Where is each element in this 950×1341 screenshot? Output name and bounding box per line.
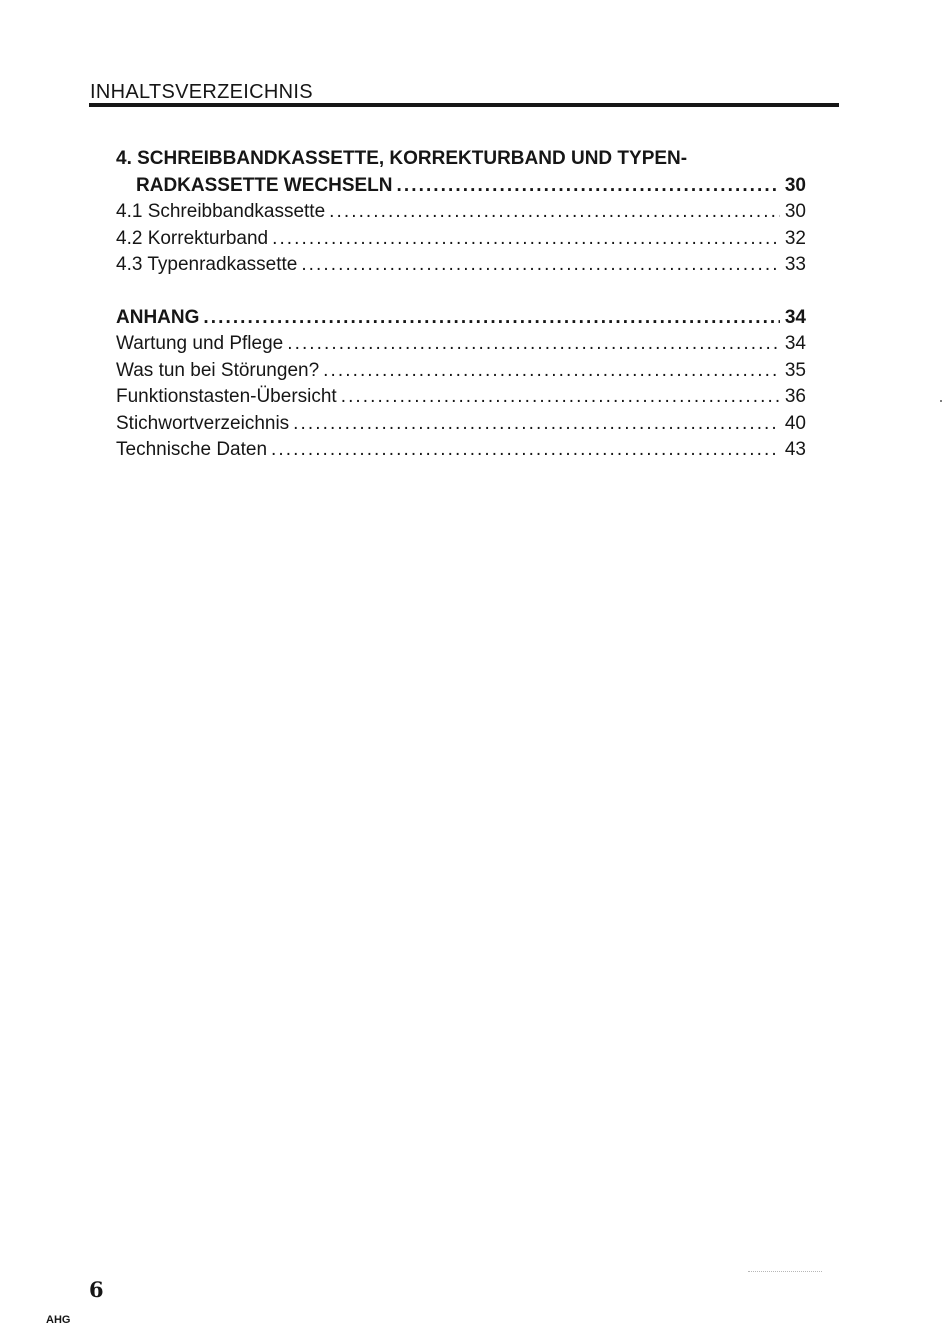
toc-entry-label: 4.3 Typenradkassette bbox=[116, 254, 298, 275]
toc-entry bbox=[116, 358, 806, 385]
scan-artifact-dot bbox=[940, 400, 942, 402]
toc-entry-page: 36 bbox=[784, 386, 806, 407]
scan-artifact-specks bbox=[748, 1271, 822, 1274]
dot-leader bbox=[287, 331, 780, 358]
toc-entry bbox=[116, 437, 806, 464]
toc-section-4-heading-continued bbox=[116, 173, 806, 200]
toc-entry bbox=[116, 226, 806, 253]
toc-anhang-page: 34 bbox=[784, 306, 806, 328]
dot-leader bbox=[293, 411, 780, 438]
toc-entry-page: 34 bbox=[784, 333, 806, 354]
dot-leader bbox=[271, 437, 780, 464]
toc-section-4-heading bbox=[116, 146, 806, 173]
table-of-contents bbox=[116, 146, 806, 464]
section-gap bbox=[116, 279, 806, 305]
toc-entry bbox=[116, 411, 806, 438]
toc-entry-label: 4.2 Korrekturband bbox=[116, 227, 269, 249]
footer-code: AHG bbox=[46, 1314, 71, 1326]
dot-leader bbox=[397, 173, 780, 200]
toc-entry-label: Funktionstasten-Übersicht bbox=[116, 386, 337, 407]
toc-entry-page: 35 bbox=[784, 359, 806, 381]
page-number: 6 bbox=[89, 1277, 104, 1302]
toc-anhang-heading bbox=[116, 305, 806, 332]
toc-entry-label: 4.1 Schreibbandkassette bbox=[116, 201, 326, 222]
toc-entry-label: Stichwortverzeichnis bbox=[116, 412, 290, 434]
toc-anhang-title: ANHANG bbox=[116, 306, 200, 328]
dot-leader bbox=[341, 384, 780, 411]
toc-entry bbox=[116, 384, 806, 411]
header-rule bbox=[89, 103, 839, 107]
toc-section-4-title-line1: 4. SCHREIBBANDKASSETTE, KORREKTURBAND UND TYPEN- bbox=[116, 148, 688, 169]
toc-entry-page: 30 bbox=[784, 201, 806, 222]
toc-entry-page: 33 bbox=[784, 254, 806, 275]
toc-entry-page: 40 bbox=[784, 412, 806, 434]
toc-entry-page: 43 bbox=[784, 439, 806, 460]
toc-section-4-page: 30 bbox=[784, 174, 806, 196]
dot-leader bbox=[301, 252, 780, 279]
dot-leader bbox=[329, 199, 780, 226]
toc-entry bbox=[116, 252, 806, 279]
page-header-title: INHALTSVERZEICHNIS bbox=[90, 81, 313, 103]
toc-entry bbox=[116, 199, 806, 226]
toc-section-4-title-line2: RADKASSETTE WECHSELN bbox=[136, 174, 393, 196]
toc-entry-page: 32 bbox=[784, 227, 806, 249]
dot-leader bbox=[203, 305, 780, 332]
toc-entry-label: Was tun bei Störungen? bbox=[116, 359, 320, 381]
toc-entry-label: Technische Daten bbox=[116, 439, 268, 460]
toc-entry bbox=[116, 331, 806, 358]
dot-leader bbox=[323, 358, 780, 385]
toc-entry-label: Wartung und Pflege bbox=[116, 333, 284, 354]
dot-leader bbox=[272, 226, 780, 253]
